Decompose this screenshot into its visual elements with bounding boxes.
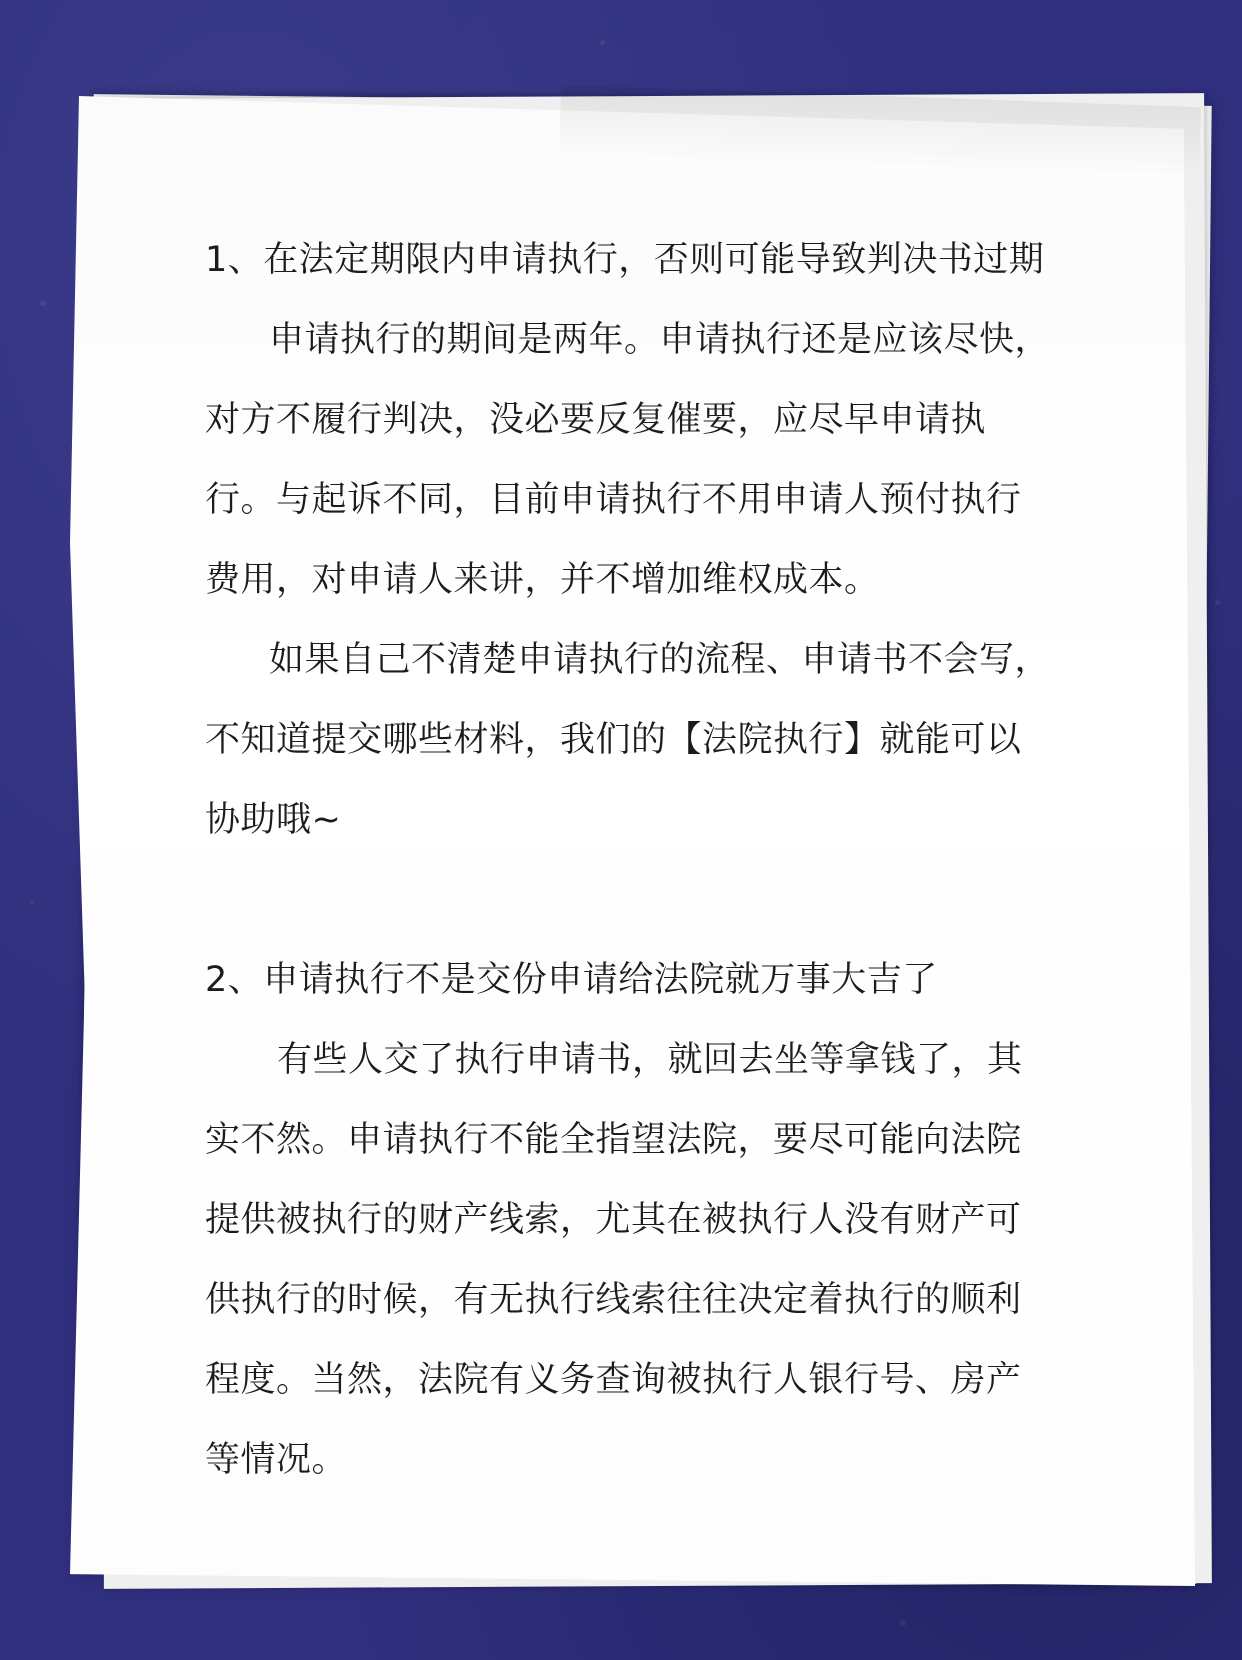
document-body bbox=[205, 220, 1165, 1500]
section-1-line: 行。与起诉不同，目前申请执行不用申请人预付执行 bbox=[205, 480, 1022, 520]
background-speck bbox=[900, 1620, 906, 1626]
background-speck bbox=[30, 900, 34, 904]
section-1-line: 对方不履行判决，没必要反复催要，应尽早申请执 bbox=[205, 400, 987, 440]
section-1-paragraph-2-line: 如果自己不清楚申请执行的流程、申请书不会写， bbox=[269, 640, 1051, 680]
section-2-line: 程度。当然，法院有义务查询被执行人银行号、房产 bbox=[205, 1360, 1022, 1400]
section-2-line: 实不然。申请执行不能全指望法院，要尽可能向法院 bbox=[205, 1120, 1022, 1160]
section-1-heading: 1、在法定期限内申请执行，否则可能导致判决书过期 bbox=[205, 240, 1045, 280]
section-2-line: 有些人交了执行申请书，就回去坐等拿钱了，其 bbox=[277, 1040, 1023, 1080]
section-gap bbox=[205, 860, 1165, 940]
section-2-heading: 2、申请执行不是交份申请给法院就万事大吉了 bbox=[205, 960, 938, 1000]
section-1-line: 申请执行的期间是两年。申请执行还是应该尽快， bbox=[269, 320, 1051, 360]
section-1-paragraph-2-line: 协助哦~ bbox=[205, 800, 342, 840]
background-speck bbox=[40, 300, 46, 306]
background-speck bbox=[600, 40, 605, 45]
section-2-line: 供执行的时候，有无执行线索往往决定着执行的顺利 bbox=[205, 1280, 1022, 1320]
section-1-line: 费用，对申请人来讲，并不增加维权成本。 bbox=[205, 560, 880, 600]
background-speck bbox=[1215, 600, 1220, 605]
section-2-line: 提供被执行的财产线索，尤其在被执行人没有财产可 bbox=[205, 1200, 1022, 1240]
section-2-line: 等情况。 bbox=[205, 1440, 348, 1480]
section-1-paragraph-2-line: 不知道提交哪些材料，我们的【法院执行】就能可以 bbox=[205, 720, 1022, 760]
